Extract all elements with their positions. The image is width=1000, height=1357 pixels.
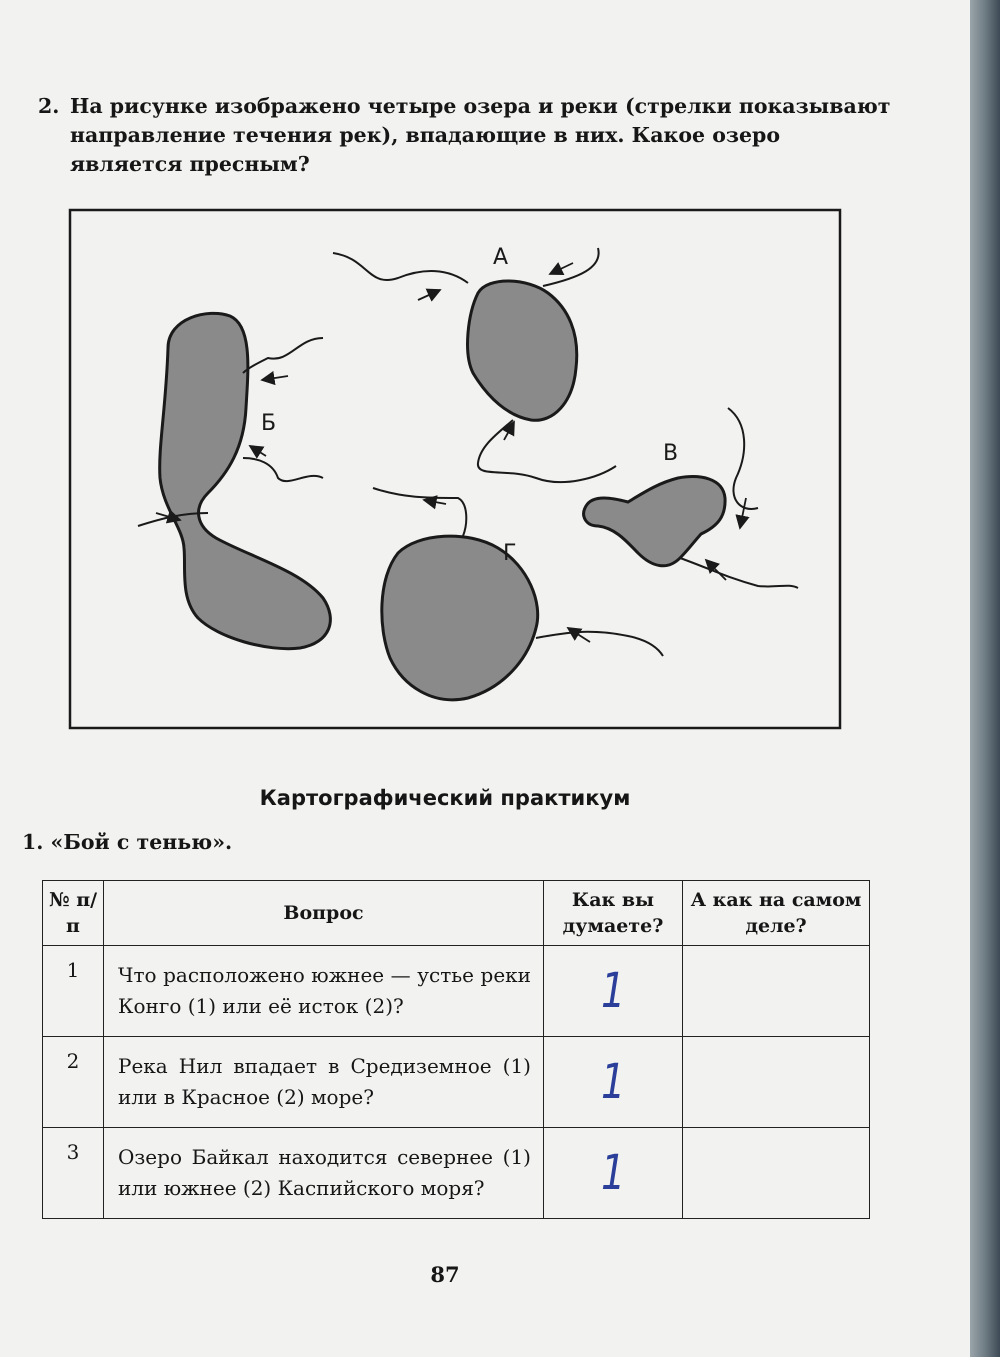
question-2	[38, 92, 898, 179]
row-guess-cell[interactable]	[544, 946, 683, 1037]
arrow-b-mid	[250, 446, 266, 456]
question-text: На рисунке изображено четыре озера и реки (стрелки показывают направление течения рек), впадающие в них. Какое озеро является пресным?	[70, 94, 891, 176]
handwritten-answer: 1	[600, 1145, 626, 1201]
row-guess-cell[interactable]	[544, 1037, 683, 1128]
row-question: Река Нил впадает в Средиземное (1) или в Красное (2) море?	[104, 1037, 544, 1128]
arrow-b-top	[262, 376, 288, 380]
row-number: 1	[43, 946, 104, 1037]
table-row	[43, 1128, 870, 1219]
river-a-3	[478, 420, 616, 482]
row-actual-cell[interactable]	[683, 1037, 870, 1128]
question-number: 2.	[38, 94, 60, 118]
river-v-1	[728, 408, 758, 509]
row-actual-cell[interactable]	[683, 1128, 870, 1219]
label-a: А	[493, 245, 509, 270]
row-actual-cell[interactable]	[683, 946, 870, 1037]
table-row	[43, 1037, 870, 1128]
task-title: «Бой с тенью».	[50, 830, 233, 854]
book-binding-edge	[970, 0, 1000, 1357]
row-number: 3	[43, 1128, 104, 1219]
arrow-a-right	[550, 263, 573, 274]
row-number: 2	[43, 1037, 104, 1128]
row-question: Озеро Байкал находится севернее (1) или южнее (2) Каспийского моря?	[104, 1128, 544, 1219]
table-row	[43, 946, 870, 1037]
arrow-g-right	[568, 628, 590, 642]
table-header-row	[43, 881, 870, 946]
river-a-2	[543, 248, 599, 286]
handwritten-answer: 1	[600, 963, 626, 1019]
arrow-v-top	[740, 498, 746, 528]
header-number: № п/п	[43, 881, 104, 946]
task-1-heading	[22, 830, 232, 854]
river-v-2	[680, 558, 798, 588]
label-g: Г	[503, 541, 517, 566]
arrow-g-top	[424, 500, 446, 504]
row-guess-cell[interactable]	[544, 1128, 683, 1219]
river-g-1	[373, 488, 466, 536]
header-actual: А как на самом деле?	[683, 881, 870, 946]
row-question: Что расположено южнее — устье реки Конго (1) или её исток (2)?	[104, 946, 544, 1037]
lake-v	[584, 477, 725, 566]
label-v: В	[663, 441, 679, 466]
header-guess: Как вы думаете?	[544, 881, 683, 946]
section-title: Картографический практикум	[259, 786, 631, 810]
lake-b	[160, 313, 331, 648]
river-a-1	[333, 253, 468, 283]
river-g-2	[536, 632, 663, 656]
label-b: Б	[261, 411, 277, 436]
handwritten-answer: 1	[600, 1054, 626, 1110]
river-b-1	[243, 338, 323, 373]
lakes-figure	[68, 208, 843, 730]
lake-a	[468, 281, 577, 420]
quiz-table	[42, 880, 870, 1219]
arrow-a-left	[418, 290, 440, 300]
task-number: 1.	[22, 830, 44, 854]
lakes-diagram	[68, 208, 843, 730]
page-number: 87	[430, 1262, 460, 1287]
river-b-3	[243, 458, 323, 481]
header-question: Вопрос	[104, 881, 544, 946]
